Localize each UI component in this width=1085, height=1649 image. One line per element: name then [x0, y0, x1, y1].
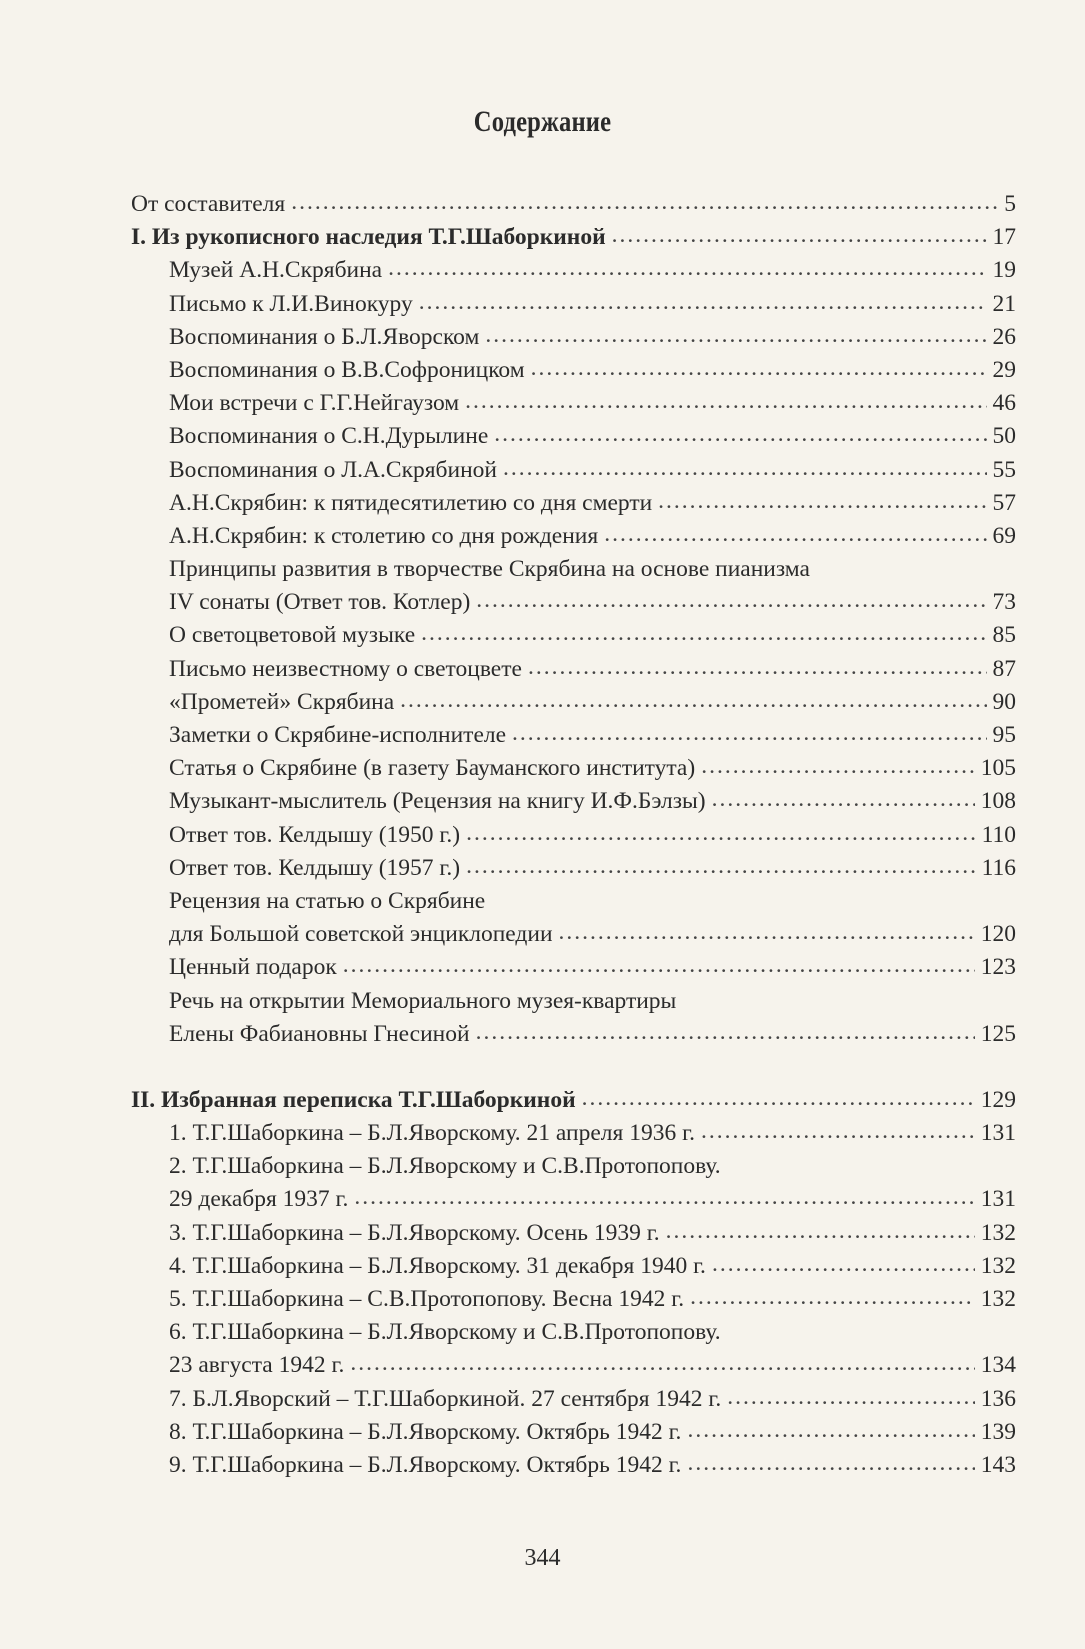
toc-entry[interactable] [131, 985, 1016, 1018]
toc-entry-title: Воспоминания о Л.А.Скрябиной [169, 456, 497, 483]
dot-leader [400, 684, 986, 708]
toc-page-number: 129 [980, 1086, 1016, 1113]
dot-leader [343, 949, 975, 973]
toc-page-number: 120 [980, 921, 1016, 948]
dot-leader [727, 1381, 975, 1405]
dot-leader [291, 186, 998, 210]
toc-entry[interactable] [131, 1349, 1016, 1382]
toc-page-number: 125 [980, 1020, 1016, 1047]
toc-entry[interactable] [131, 852, 1016, 885]
dot-leader [494, 418, 986, 442]
toc-entry[interactable] [131, 586, 1016, 619]
dot-leader [485, 319, 986, 343]
table-of-contents [131, 188, 1016, 1482]
page-number: 344 [524, 1545, 561, 1571]
toc-entry[interactable] [131, 819, 1016, 852]
dot-leader [421, 617, 986, 641]
toc-entry[interactable] [131, 686, 1016, 719]
toc-page-number: 87 [992, 655, 1016, 682]
toc-page-number: 17 [992, 224, 1016, 251]
toc-entry[interactable] [131, 619, 1016, 652]
toc-section-heading[interactable] [131, 221, 1016, 254]
toc-page-number: 116 [981, 854, 1016, 881]
dot-leader [531, 352, 987, 376]
toc-entry[interactable] [131, 1383, 1016, 1416]
dot-leader [582, 1082, 975, 1106]
toc-entry-title: Елены Фабиановны Гнесиной [169, 1020, 470, 1047]
toc-page-number: 85 [992, 622, 1016, 649]
toc-entry[interactable] [131, 1449, 1016, 1482]
toc-entry-title: I. Из рукописного наследия Т.Г.Шаборкиной [131, 224, 606, 251]
dot-leader [350, 1347, 974, 1371]
toc-entry[interactable] [131, 1183, 1016, 1216]
toc-entry-title: А.Н.Скрябин: к столетию со дня рождения [169, 522, 599, 549]
dot-leader [701, 1115, 975, 1139]
toc-page-number: 50 [992, 423, 1016, 450]
toc-entry[interactable] [131, 1283, 1016, 1316]
toc-entry[interactable] [131, 454, 1016, 487]
toc-entry-title: От составителя [131, 191, 286, 217]
toc-page-number: 143 [980, 1451, 1016, 1478]
toc-entry-title: Принципы развития в творчестве Скрябина на основе пианизма [169, 556, 810, 583]
toc-page-number: 123 [980, 954, 1016, 981]
dot-leader [559, 916, 975, 940]
toc-entry-title: Письмо неизвестному о светоцвете [169, 655, 522, 682]
toc-page-number: 132 [980, 1219, 1016, 1246]
toc-entry-title: Письмо к Л.И.Винокуру [169, 290, 413, 317]
toc-entry-title: 7. Б.Л.Яворский – Т.Г.Шаборкиной. 27 сентября 1942 г. [169, 1385, 722, 1412]
toc-page-number: 26 [992, 323, 1016, 350]
toc-entry-title: 1. Т.Г.Шаборкина – Б.Л.Яворскому. 21 апреля 1936 г. [169, 1120, 695, 1147]
toc-entry[interactable] [131, 653, 1016, 686]
toc-entry[interactable] [131, 520, 1016, 553]
dot-leader [712, 1248, 975, 1272]
toc-entry-title: Статья о Скрябине (в газету Бауманского института) [169, 755, 696, 782]
toc-page-number: 19 [992, 257, 1016, 284]
toc-entry[interactable] [131, 1150, 1016, 1183]
toc-entry-title: А.Н.Скрябин: к пятидесятилетию со дня смерти [169, 489, 653, 516]
toc-entry[interactable] [131, 387, 1016, 420]
toc-entry[interactable] [131, 321, 1016, 354]
dot-leader [528, 651, 987, 675]
dot-leader [466, 817, 975, 841]
dot-leader [512, 717, 986, 741]
toc-entry[interactable] [131, 420, 1016, 453]
toc-page-number: 73 [992, 589, 1016, 616]
toc-entry[interactable] [131, 1117, 1016, 1150]
toc-page-number: 46 [992, 390, 1016, 417]
toc-entry[interactable] [131, 1316, 1016, 1349]
toc-entry-title: для Большой советской энциклопедии [169, 921, 553, 948]
toc-entry[interactable] [131, 288, 1016, 321]
toc-entry-title: Воспоминания о Б.Л.Яворском [169, 323, 480, 350]
toc-page-number: 108 [980, 788, 1016, 815]
dot-leader [604, 518, 986, 542]
toc-entry-title: 8. Т.Г.Шаборкина – Б.Л.Яворскому. Октябрь 1942 г. [169, 1418, 682, 1445]
toc-page-number: 110 [981, 821, 1016, 848]
toc-page-number: 29 [992, 356, 1016, 383]
toc-page-number: 136 [980, 1385, 1016, 1412]
toc-entry[interactable] [131, 1250, 1016, 1283]
toc-entry-title: 2. Т.Г.Шаборкина – Б.Л.Яворскому и С.В.Протопопову. [169, 1153, 721, 1180]
toc-entry[interactable] [131, 553, 1016, 586]
toc-entry-title: 23 августа 1942 г. [169, 1352, 345, 1379]
dot-leader [419, 286, 987, 310]
toc-entry-title: II. Избранная переписка Т.Г.Шаборкиной [131, 1086, 576, 1113]
toc-page-number: 21 [992, 290, 1016, 317]
dot-leader [465, 385, 986, 409]
toc-page-number: 131 [980, 1120, 1016, 1147]
toc-entry-title: 5. Т.Г.Шаборкина – С.В.Протопопову. Весна 1942 г. [169, 1286, 685, 1312]
toc-page-number: 5 [1004, 191, 1016, 217]
toc-entry[interactable] [131, 918, 1016, 951]
dot-leader [687, 1447, 974, 1471]
dot-leader [503, 452, 987, 476]
toc-section-heading[interactable] [131, 1084, 1016, 1117]
toc-entry[interactable] [131, 1416, 1016, 1449]
toc-page-number: 134 [980, 1352, 1016, 1379]
toc-entry[interactable] [131, 254, 1016, 287]
toc-entry[interactable] [131, 1217, 1016, 1250]
toc-page-number: 131 [980, 1186, 1016, 1213]
dot-leader [687, 1414, 974, 1438]
toc-entry-title: Ценный подарок [169, 954, 337, 981]
toc-entry-title: 4. Т.Г.Шаборкина – Б.Л.Яворскому. 31 декабря 1940 г. [169, 1252, 706, 1279]
toc-entry-title: О светоцветовой музыке [169, 622, 416, 649]
dot-leader [354, 1181, 974, 1205]
toc-entry-title: 9. Т.Г.Шаборкина – Б.Л.Яворскому. Октябрь 1942 г. [169, 1451, 682, 1478]
toc-entry[interactable] [131, 354, 1016, 387]
dot-leader [712, 783, 975, 807]
toc-entry-title: Рецензия на статью о Скрябине [169, 887, 486, 914]
toc-entry-title: Воспоминания о С.Н.Дурылине [169, 423, 489, 450]
dot-leader [476, 584, 986, 608]
toc-page-number: 95 [992, 722, 1016, 748]
toc-entry-title: «Прометей» Скрябина [169, 688, 395, 715]
toc-page-number: 55 [992, 456, 1016, 483]
dot-leader [388, 252, 986, 276]
toc-page-number: 69 [992, 522, 1016, 549]
page-title: Содержание [473, 105, 612, 138]
toc-page-number: 90 [992, 688, 1016, 715]
toc-entry[interactable] [131, 785, 1016, 818]
dot-leader [466, 850, 975, 874]
toc-page-number: 105 [980, 755, 1016, 782]
toc-page-number: 132 [980, 1252, 1016, 1279]
toc-page-number: 57 [992, 489, 1016, 516]
toc-entry-title: Мои встречи с Г.Г.Нейгаузом [169, 390, 460, 417]
dot-leader [612, 219, 987, 243]
toc-entry-title: 6. Т.Г.Шаборкина – Б.Л.Яворскому и С.В.Протопопову. [169, 1319, 721, 1346]
dot-leader [701, 750, 975, 774]
toc-page-number: 139 [980, 1418, 1016, 1445]
toc-entry[interactable] [131, 487, 1016, 520]
dot-leader [476, 1016, 975, 1040]
dot-leader [690, 1281, 975, 1305]
toc-entry-title: IV сонаты (Ответ тов. Котлер) [169, 589, 471, 616]
dot-leader [666, 1215, 975, 1239]
toc-entry-title: Заметки о Скрябине-исполнителе [169, 722, 507, 748]
toc-page-number: 132 [980, 1286, 1016, 1312]
toc-entry-title: 3. Т.Г.Шаборкина – Б.Л.Яворскому. Осень 1939 г. [169, 1219, 660, 1246]
section-gap [131, 1051, 1016, 1084]
toc-entry-title: Речь на открытии Мемориального музея-квартиры [169, 987, 677, 1014]
toc-entry[interactable] [131, 752, 1016, 785]
toc-entry[interactable] [131, 885, 1016, 918]
toc-entry-title: Музей А.Н.Скрябина [169, 257, 383, 284]
toc-entry-title: Музыкант-мыслитель (Рецензия на книгу И.Ф.Бэлзы) [169, 788, 706, 815]
dot-leader [658, 485, 986, 509]
toc-entry-title: Воспоминания о В.В.Софроницком [169, 356, 525, 383]
toc-entry[interactable] [131, 951, 1016, 984]
toc-entry[interactable] [131, 719, 1016, 752]
toc-entry[interactable] [131, 1018, 1016, 1051]
toc-entry-title: 29 декабря 1937 г. [169, 1186, 349, 1213]
toc-entry[interactable] [131, 188, 1016, 221]
toc-entry-title: Ответ тов. Келдышу (1950 г.) [169, 821, 461, 848]
toc-entry-title: Ответ тов. Келдышу (1957 г.) [169, 854, 461, 881]
